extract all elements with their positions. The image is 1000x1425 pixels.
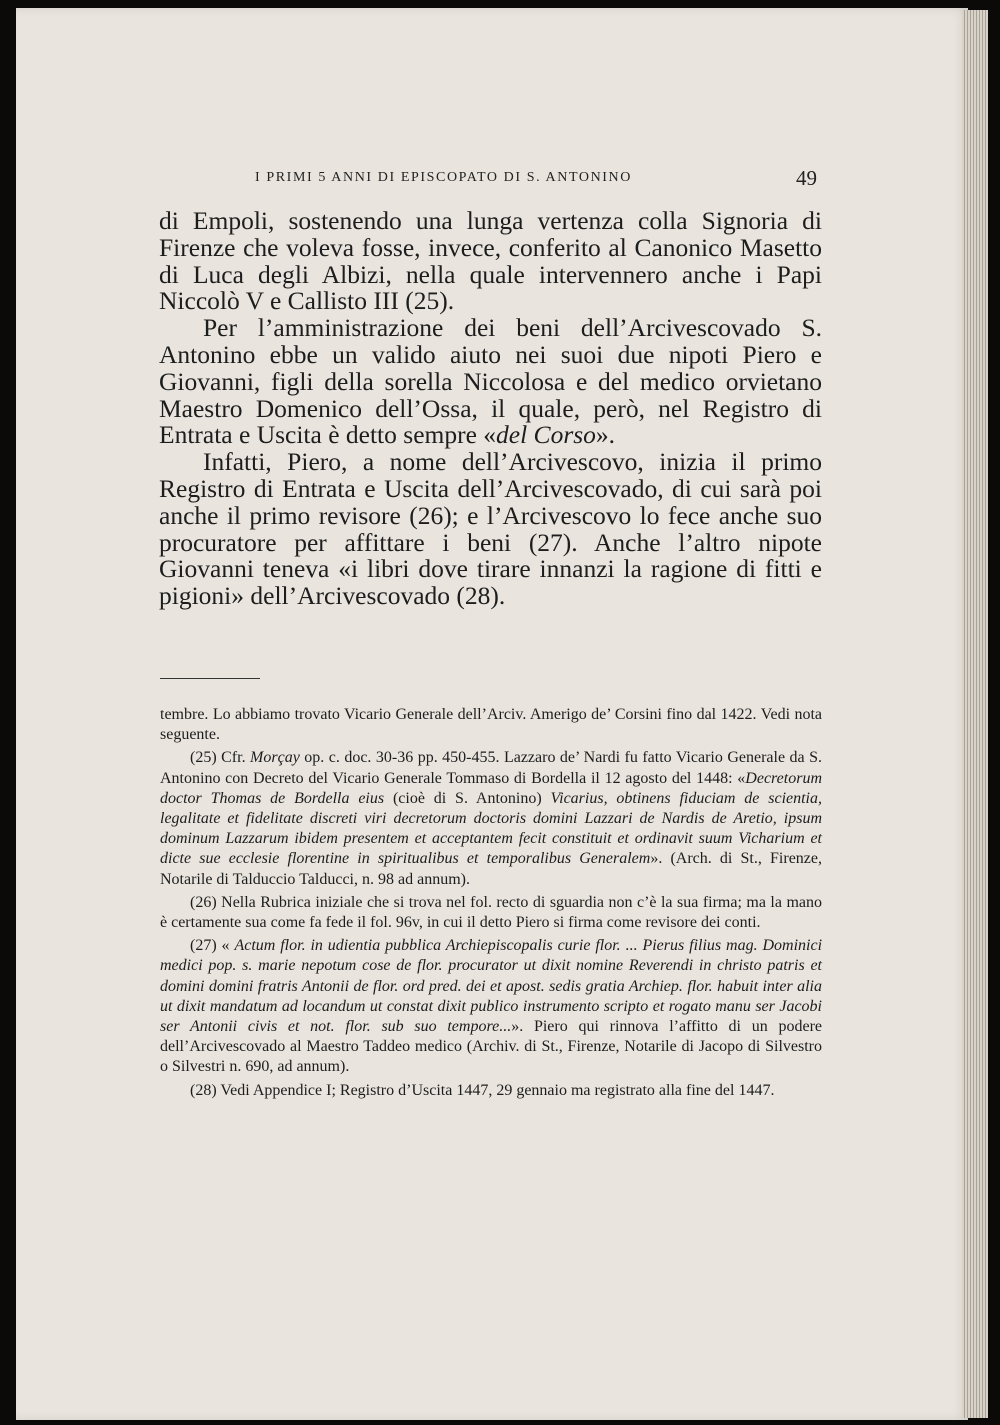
main-text [159,208,822,610]
fn25-d: Decretorum doctor Thomas de Bordella eius [160,769,822,807]
fn25-a: (25) Cfr. [190,749,246,767]
footnotes [160,705,822,1104]
fn27-c: ». Piero qui rinnova l’affitto di un podere dell’Arcivescovado al Maestro Taddeo medico (Archiv. di St., Firenze, Notarile di Jacopo di Silvestro o Silvestri n. 690, ad annum). [160,1018,822,1076]
footnote-28: (28) Vedi Appendice I; Registro d’Uscita 1447, 29 gennaio ma registrato alla fine del 1447. [190,1081,775,1099]
paragraph-2-italic: del Corso [496,420,596,450]
footnote-continued: tembre. Lo abbiamo trovato Vicario Generale dell’Arciv. Amerigo de’ Corsini fino dal 1422. Vedi nota seguente. [160,706,822,744]
fn25-e: (cioè di S. Antonino) [392,789,542,807]
page-stack-edge [962,10,988,1418]
footnote-26: (26) Nella Rubrica iniziale che si trova nel fol. recto di sguardia non c’è la sua firma; ma la mano è certamente sua come fa fede il fol. 96v, in cui il detto Piero si firma come revisore dei conti. [160,893,822,932]
footnote-25 [160,748,822,889]
fn25-g: ». (Arch. di St., Firenze, Notarile di Talduccio Talducci, n. 98 ad annum). [160,850,822,888]
page-number: 49 [796,166,817,190]
fn25-c: op. c. doc. 30-36 pp. 450-455. Lazzaro de’ Nardi fu fatto Vicario Generale da S. Antonino con Decreto del Vicario Generale Tommaso di Bordella il 12 agosto del 1448: « [160,749,822,787]
fn27-b: Actum flor. in udientia pubblica Archiepiscopalis curie flor. ... Pierus filius mag. Dominici medici pop. s. marie nepotum cose de flor. procurator ut dixit nomine Reverendi in christo patris et domini domini fratris Antonii de flor. ord pred. dei et apost. sedis gratia Archiep. flor. habuit inter alia ut dixit mandatum ad locandum ut constat dixit publico instrumento scripto et rogato manu ser Jacobi ser Antonii civis et not. flor. sub suo tempore... [160,937,823,1036]
paragraph-1: di Empoli, sostenendo una lunga vertenza colla Signoria di Firenze che voleva fosse, invece, conferito al Canonico Masetto di Luca degli Albizi, nella quale intervennero anche i Papi Niccolò V e Callisto III (25). [159,206,822,316]
fn25-f: Vicarius, obtinens fiduciam de scientia, legalitate et fidelitate discreti viri decretorum doctoris domini Lazzari de Nardis de Aretio, ipsum dominum Lazzarum ibidem presentem et acceptantem fecit constituit et ordinavit suum Vicharium et dicte sue ecclesie florentine in spiritualibus et temporalibus Generalem [160,789,823,868]
fn27-a: (27) « [190,937,230,955]
paragraph-2 [159,315,822,449]
paragraph-2-end: ». [595,420,616,450]
footnote-27 [160,936,822,1077]
footnote-separator [160,678,260,679]
fn25-b: Morçay [250,749,300,767]
running-head: I PRIMI 5 ANNI DI EPISCOPATO DI S. ANTONINO [255,170,632,185]
paragraph-2-text: Per l’amministrazione dei beni dell’Arcivescovado S. Antonino ebbe un valido aiuto nei suoi due nipoti Piero e Giovanni, figli della sorella Niccolosa e del medico orvietano Maestro Domenico dell’Ossa, il quale, però, nel Registro di Entrata e Uscita è detto sempre « [159,313,822,450]
paragraph-3: Infatti, Piero, a nome dell’Arcivescovo, inizia il primo Registro di Entrata e Uscita dell’Arcivescovado, di cui sarà poi anche il primo revisore (26); e l’Arcivescovo lo fece anche suo procuratore per affittare i beni (27). Anche l’altro nipote Giovanni teneva «i libri dove tirare innanzi la ragione di fitti e pigioni» dell’Arcivescovado (28). [159,447,822,611]
